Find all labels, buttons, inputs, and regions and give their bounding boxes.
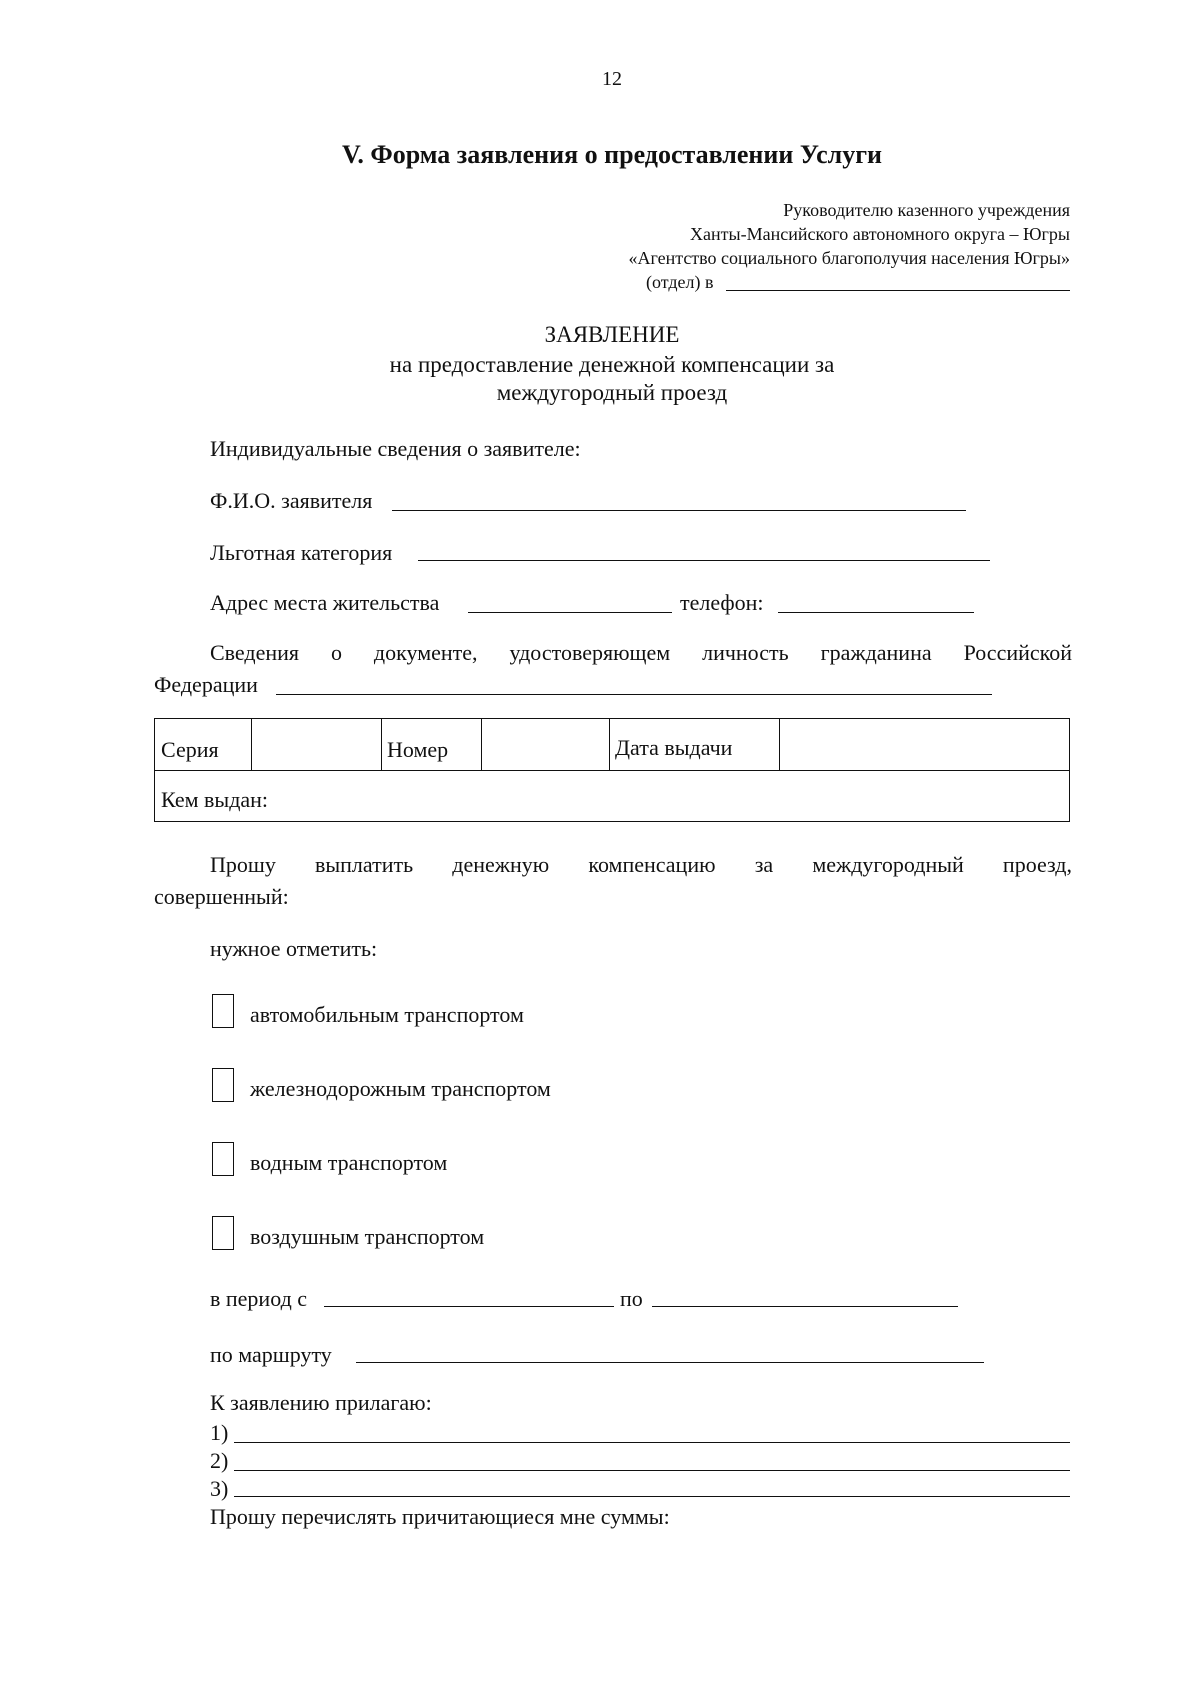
attachments-label: К заявлению прилагаю: [210,1390,432,1415]
request-text-line-2: совершенный: [154,884,289,909]
address-label: Адрес места жительства [210,590,440,615]
page-number: 12 [602,68,622,90]
issue-date-label: Дата выдачи [615,735,733,760]
benefit-category-field[interactable] [418,560,990,561]
attachment-item-number: 1) [210,1420,229,1445]
attachment-item-number: 3) [210,1476,229,1501]
series-field[interactable] [255,723,377,767]
route-label: по маршруту [210,1342,332,1367]
route-field[interactable] [356,1362,984,1363]
addressee-department-label: (отдел) в [646,272,714,292]
air-transport-checkbox[interactable] [212,1216,234,1250]
number-label: Номер [387,737,449,762]
table-divider [381,719,382,771]
issue-date-field[interactable] [783,723,1063,767]
table-divider [481,719,482,771]
table-divider [609,719,610,771]
document-title: ЗАЯВЛЕНИЕ [544,322,680,347]
request-text-line-1: Прошу выплатить денежную компенсацию за междугородный проезд, [210,852,1072,877]
addressee-line-2: Ханты-Мансийского автономного округа – Югры [690,224,1070,244]
id-document-label-line-1: Сведения о документе, удостоверяющем личность гражданина Российской [210,640,1072,665]
air-transport-label: воздушным транспортом [250,1224,485,1249]
addressee-line-3: «Агентство социального благополучия населения Югры» [628,248,1070,268]
car-transport-checkbox[interactable] [212,994,234,1028]
phone-label: телефон: [680,590,764,615]
addressee-line-1: Руководителю казенного учреждения [783,200,1070,220]
fio-field[interactable] [392,510,966,511]
period-from-field[interactable] [324,1306,614,1307]
car-transport-label: автомобильным транспортом [250,1002,524,1027]
section-title: V. Форма заявления о предоставлении Услуги [341,140,883,169]
table-divider [251,719,252,771]
department-field[interactable] [726,290,1070,291]
id-document-label-line-2: Федерации [154,672,258,697]
attachment-item-number: 2) [210,1448,229,1473]
document-subtitle-line-1: на предоставление денежной компенсации за [389,352,835,377]
rail-transport-checkbox[interactable] [212,1068,234,1102]
attachment-field-1[interactable] [234,1442,1070,1443]
phone-field[interactable] [778,612,974,613]
benefit-category-label: Льготная категория [210,540,393,565]
payment-label: Прошу перечислять причитающиеся мне суммы: [210,1504,670,1529]
table-row-divider [155,770,1069,771]
document-subtitle-line-2: междугородный проезд [496,380,728,405]
passport-table [154,718,1070,822]
number-field[interactable] [485,723,605,767]
water-transport-checkbox[interactable] [212,1142,234,1176]
attachment-field-3[interactable] [234,1496,1070,1497]
issued-by-label: Кем выдан: [161,787,269,812]
table-divider [779,719,780,771]
water-transport-label: водным транспортом [250,1150,448,1175]
mark-instruction: нужное отметить: [210,936,378,961]
issued-by-field[interactable] [275,775,1055,817]
period-to-field[interactable] [652,1306,958,1307]
period-from-label: в период с [210,1286,308,1311]
series-label: Серия [161,737,219,762]
rail-transport-label: железнодорожным транспортом [250,1076,551,1101]
id-document-field[interactable] [276,694,992,695]
attachment-field-2[interactable] [234,1470,1070,1471]
fio-label: Ф.И.О. заявителя [210,488,373,513]
period-to-label: по [620,1286,643,1311]
applicant-section-label: Индивидуальные сведения о заявителе: [210,436,581,461]
address-field[interactable] [468,612,672,613]
